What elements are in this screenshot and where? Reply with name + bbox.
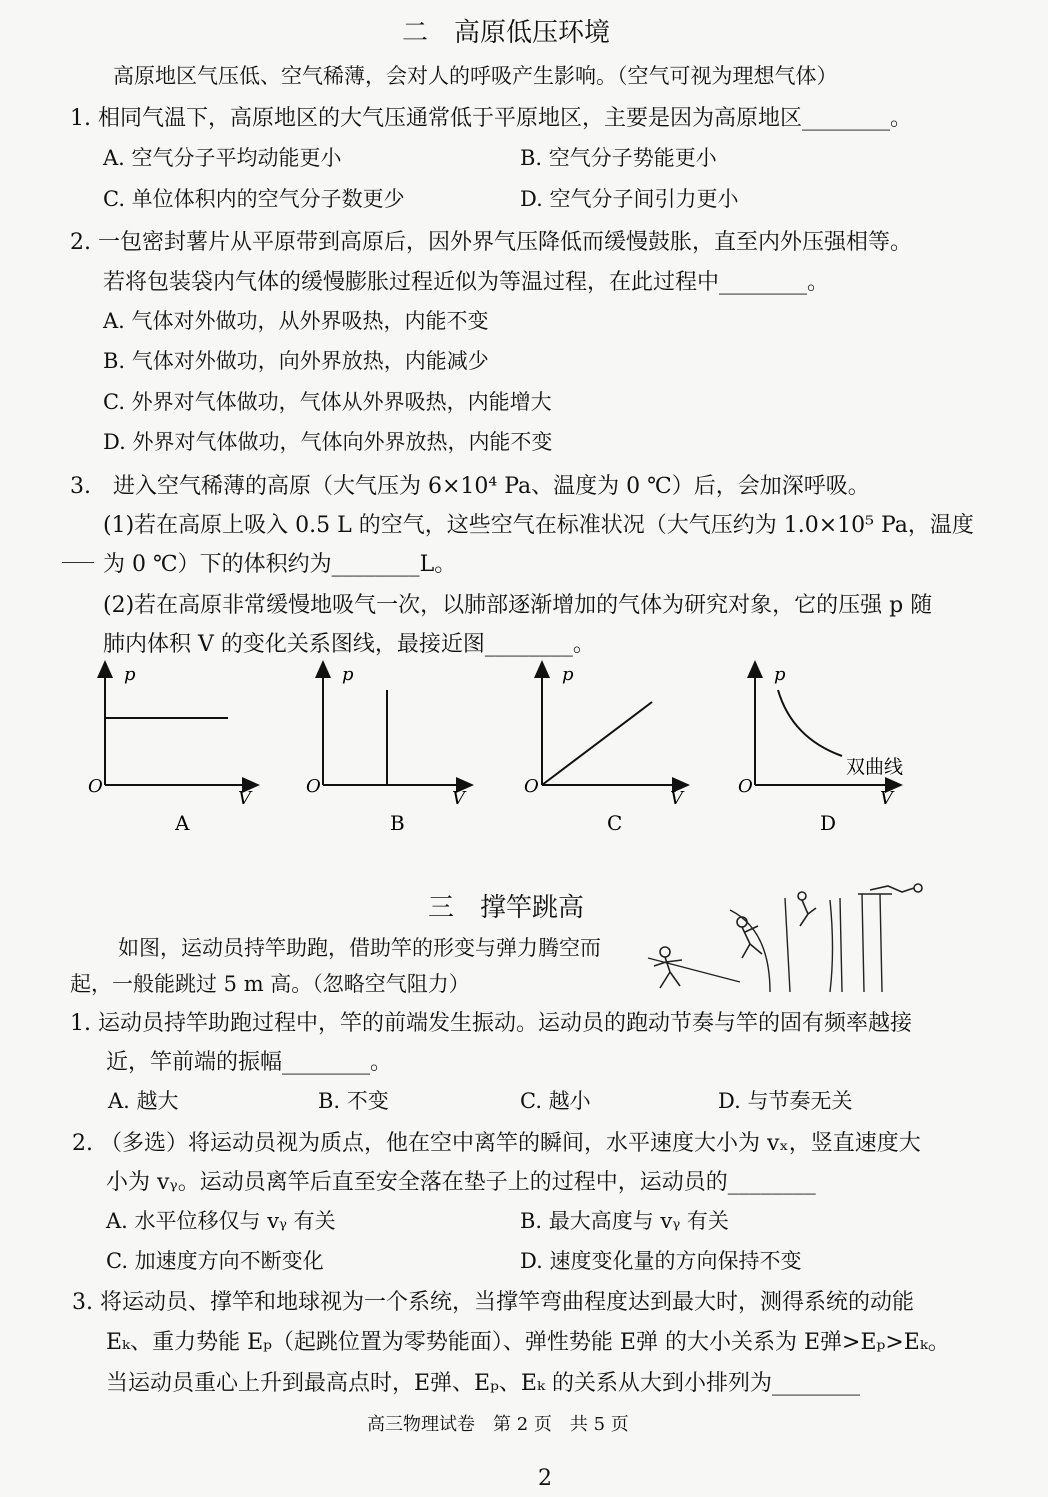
- pole-vault-illustration: [630, 880, 930, 995]
- graph-a: [88, 664, 253, 835]
- graph-b: [306, 664, 467, 835]
- s3-q1-option-a: A. 越大: [108, 1089, 179, 1113]
- s2-q1-option-a: A. 空气分子平均动能更小: [103, 146, 342, 170]
- graph-b-origin: O: [306, 776, 321, 797]
- s3-q1-option-b: B. 不变: [318, 1089, 389, 1113]
- graph-a-v-label: V: [238, 788, 251, 809]
- footer-title: 高三物理试卷 第 2 页 共 5 页: [367, 1414, 629, 1435]
- s3-q3-stem-line3: 当运动员重心上升到最高点时，E弹、Eₚ、Eₖ 的关系从大到小排列为________: [106, 1371, 860, 1396]
- s3-q1-option-d: D. 与节奏无关: [718, 1089, 853, 1113]
- s3-q3-stem-line2: Eₖ、重力势能 Eₚ（起跳位置为零势能面）、弹性势能 E弹 的大小关系为 E弹>Eₚ>Eₖ。: [106, 1330, 950, 1355]
- s2-q3-stem: 3. 进入空气稀薄的高原（大气压为 6×10⁴ Pa、温度为 0 ℃）后，会加深呼吸。: [70, 474, 870, 499]
- section3-title: 三 撑竿跳高: [428, 893, 585, 923]
- graph-c: [524, 664, 685, 835]
- section2-intro: 高原地区气压低、空气稀薄，会对人的呼吸产生影响。（空气可视为理想气体）: [113, 64, 838, 88]
- s2-q2-stem-line1: 2. 一包密封薯片从平原带到高原后，因外界气压降低而缓慢鼓胀，直至内外压强相等。: [70, 230, 912, 255]
- graph-b-v-label: V: [452, 788, 465, 809]
- s3-q1-stem-line1: 1. 运动员持竿助跑过程中，竿的前端发生振动。运动员的跑动节奏与竿的固有频率越接: [70, 1011, 912, 1036]
- s3-q2-option-d: D. 速度变化量的方向保持不变: [520, 1249, 802, 1273]
- pv-graphs: [80, 660, 960, 845]
- graph-c-p-label: p: [562, 664, 574, 685]
- graph-d-p-label: p: [774, 664, 786, 685]
- s2-q1-option-d: D. 空气分子间引力更小: [520, 187, 739, 211]
- graph-d-origin: O: [738, 776, 753, 797]
- s2-q3-part2-line1: (2)若在高原非常缓慢地吸气一次，以肺部逐渐增加的气体为研究对象，它的压强 p 随: [103, 593, 933, 618]
- s3-q1-option-c: C. 越小: [520, 1089, 591, 1113]
- section2-title: 二 高原低压环境: [402, 18, 611, 48]
- graph-a-p-label: p: [124, 664, 136, 685]
- graph-b-label: B: [390, 811, 405, 835]
- graph-c-curve: [542, 702, 652, 785]
- graph-c-label: C: [607, 811, 623, 835]
- graph-b-p-label: p: [342, 664, 354, 685]
- s2-q2-option-d: D. 外界对气体做功，气体向外界放热，内能不变: [103, 430, 553, 454]
- s3-q1-stem-line2: 近，竿前端的振幅________。: [106, 1050, 393, 1075]
- graph-d-label: D: [820, 811, 837, 835]
- runner-head-icon: [660, 947, 670, 957]
- s2-q2-stem-line2: 若将包装袋内气体的缓慢膨胀过程近似为等温过程，在此过程中________。: [103, 270, 830, 295]
- graph-d-curve: [778, 690, 842, 756]
- section3-intro-line2: 起，一般能跳过 5 m 高。（忽略空气阻力）: [70, 972, 470, 996]
- s2-q3-part1-line1: (1)若在高原上吸入 0.5 L 的空气，这些空气在标准状况（大气压约为 1.0×10⁵ Pa，温度: [103, 513, 974, 538]
- s2-q2-option-b: B. 气体对外做功，向外界放热，内能减少: [103, 349, 489, 373]
- s2-q1-stem: 1. 相同气温下，高原地区的大气压通常低于平原地区，主要是因为高原地区________。: [70, 106, 912, 131]
- graph-d: [738, 664, 903, 835]
- s2-q2-option-a: A. 气体对外做功，从外界吸热，内能不变: [103, 309, 489, 333]
- graph-d-v-label: V: [880, 788, 893, 809]
- graph-d-hyperbola-note: 双曲线: [846, 756, 904, 778]
- graph-c-v-label: V: [670, 788, 683, 809]
- s2-q3-part2-line2: 肺内体积 V 的变化关系图线，最接近图________。: [103, 632, 595, 657]
- section3-intro-line1: 如图，运动员持竿助跑，借助竿的形变与弹力腾空而: [118, 936, 601, 960]
- graph-c-origin: O: [524, 776, 539, 797]
- s3-q2-option-c: C. 加速度方向不断变化: [106, 1249, 324, 1273]
- s2-q2-option-c: C. 外界对气体做功，气体从外界吸热，内能增大: [103, 390, 552, 414]
- s3-q2-stem-line1: 2. （多选）将运动员视为质点，他在空中离竿的瞬间，水平速度大小为 vₓ，竖直速度大: [72, 1131, 921, 1156]
- stray-mark: [62, 562, 94, 563]
- s3-q2-stem-line2: 小为 vᵧ。运动员离竿后直至安全落在垫子上的过程中，运动员的________: [106, 1170, 816, 1195]
- s3-q3-stem-line1: 3. 将运动员、撑竿和地球视为一个系统，当撑竿弯曲程度达到最大时，测得系统的动能: [72, 1290, 914, 1315]
- s2-q1-option-c: C. 单位体积内的空气分子数更少: [103, 187, 405, 211]
- s2-q1-option-b: B. 空气分子势能更小: [520, 146, 717, 170]
- s3-q2-option-a: A. 水平位移仅与 vᵧ 有关: [106, 1209, 336, 1233]
- graph-a-label: A: [175, 811, 190, 835]
- s3-q2-option-b: B. 最大高度与 vᵧ 有关: [520, 1209, 729, 1233]
- graph-a-origin: O: [88, 776, 103, 797]
- page-number: 2: [538, 1466, 552, 1491]
- s2-q3-part1-line2: 为 0 ℃）下的体积约为________L。: [103, 552, 457, 577]
